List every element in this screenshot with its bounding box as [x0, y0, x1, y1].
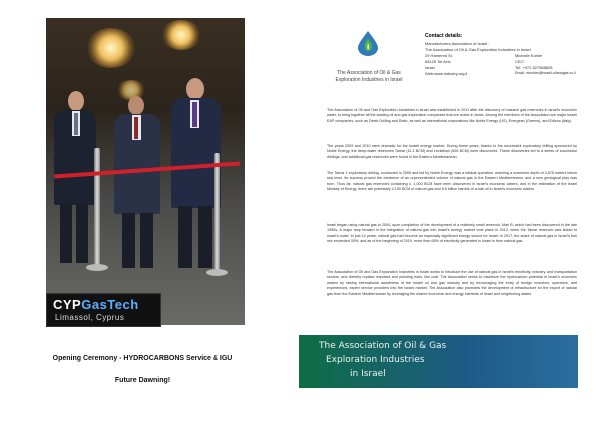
caption-future-dawning: Future Dawning! — [114, 377, 171, 384]
cyp-location: Limassol, Cyprus — [55, 313, 125, 322]
drop-flame-icon — [357, 30, 379, 56]
stanchion-right — [214, 153, 220, 273]
logo-text-line2: Exploration Industries in Israel — [335, 77, 403, 83]
logo-text-line1: The Association of Oil & Gas — [337, 70, 401, 76]
person-center-head — [128, 96, 144, 115]
association-banner — [299, 335, 578, 388]
paragraph-3: The Tamar 1 exploratory drilling, conducted in 2009 and led by Noble Energy, was a wildcat operation, reaching a maximum depth of 4,875 meters below sea level. Its success proved the existence of an unprecedented volume of natural gas in the Eastern Mediterranean, and a new geological play was born. Thus far, natural gas reservoirs containing c. 1,000 BCM have been discovered in Israel's economic waters, and in the estimation of the Israel Ministry of Energy, there are potentially 2,100 BCM of natural gas and 6.6 billion barrels of crude oil in Israel's economic waters. — [327, 171, 577, 192]
banner-line1: The Association of Oil & Gas — [319, 341, 447, 351]
caption-opening-ceremony: Opening Ceremony - HYDROCARBONS Service & IGU — [52, 355, 233, 362]
contact-email-link[interactable]: Email: mkohler@israeli-oilandgas.co.il — [515, 71, 576, 75]
person-left-head — [68, 91, 84, 111]
stanchion-left — [94, 148, 100, 268]
paragraph-4: Israel began using natural gas in 2004, upon completion of the development of a relatively small reservoir, Mari B, which had been discovered in the late 1990s. A major leap forward in the integration of natural gas into Israel's energy market took place in 2013, when the Tamar reservoir was linked to Israel's coast. In just 14 years, natural gas had become an especially significant energy source for Israel; in 2017, the share of natural gas in Israel's fuel mix exceeded 35%, and as of the beginning of 2019, more than 65% of electricity generated in Israel is from natural gas. — [327, 223, 577, 244]
banner-line2: Exploration Industries — [326, 355, 425, 365]
contact-line2: The Association of Oil & Gas Exploration Industries in Israel — [425, 47, 531, 52]
contact-address: 29 Hamered St. — [425, 53, 454, 58]
person-right-head — [186, 78, 204, 100]
banner-line3: in Israel — [350, 369, 386, 379]
association-logo — [327, 28, 411, 92]
paragraph-2: The years 2009 and 2010 were dramatic for the Israeli energy market. During these years, thanks to the successful exploratory drilling sponsored by Noble Energy, the deep-water reservoirs Tamar (11.1 BCM) and Leviathan (606 BCM) were discovered. These discoveries led to a series of successful drillings, and additional gas reservoirs were found in the Eastern Mediterranean. — [327, 144, 577, 159]
contact-role: CEO — [515, 59, 524, 64]
contact-country: Israel — [425, 65, 435, 70]
chandelier-left — [86, 28, 136, 68]
contact-city: 68125 Tel Aviv — [425, 59, 451, 64]
contact-web-link[interactable]: Web:www.industry.org.il — [425, 71, 468, 76]
cyp-gastech-banner — [46, 293, 161, 327]
ceremony-photo — [46, 18, 245, 325]
contact-phone: Tel: +972 527568828 — [515, 65, 553, 70]
paragraph-1: The Association of Oil and Gas Exploration Industries in Israel was established in 2011 after the discovery of massive gas reservoirs in Israel's economic water, to bring together all the leading oil and gas exploration companies that are active in Israel. Among the members of the Association are major Israeli E&P companies, such as Delek Drilling and Ratio, as well as international corporations like Noble Energy (US), Energean (Greece), and Edison (Italy). — [327, 108, 577, 123]
cyp-gastech-logo: CYPGasTech — [53, 297, 139, 312]
contact-line1: Manufacturers Association of Israel - — [425, 41, 490, 46]
paragraph-5: The Association of Oil and Gas Exploration Industries in Israel works to introduce the use of natural gas in Israel's electricity, industry, and transportation sectors, and thereby replace imported and polluting fuels, like coal. The Association seeks to maximize the hydrocarbon potential in Israel's economic waters by raising international awareness of the Israeli oil and gas industry and by encouraging the entry of foreign investors, operators, and experienced, expert service providers into the Israeli market. The Association also promotes the development of infrastructure for the export of natural gas from the Eastern Mediterranean by leveraging the shared economic and energy interests of Israel and neighboring states. — [327, 270, 577, 296]
contact-name: Michelle Kohler — [515, 53, 543, 58]
chandelier-right — [161, 20, 201, 50]
contact-title: Contact details: — [425, 33, 463, 39]
